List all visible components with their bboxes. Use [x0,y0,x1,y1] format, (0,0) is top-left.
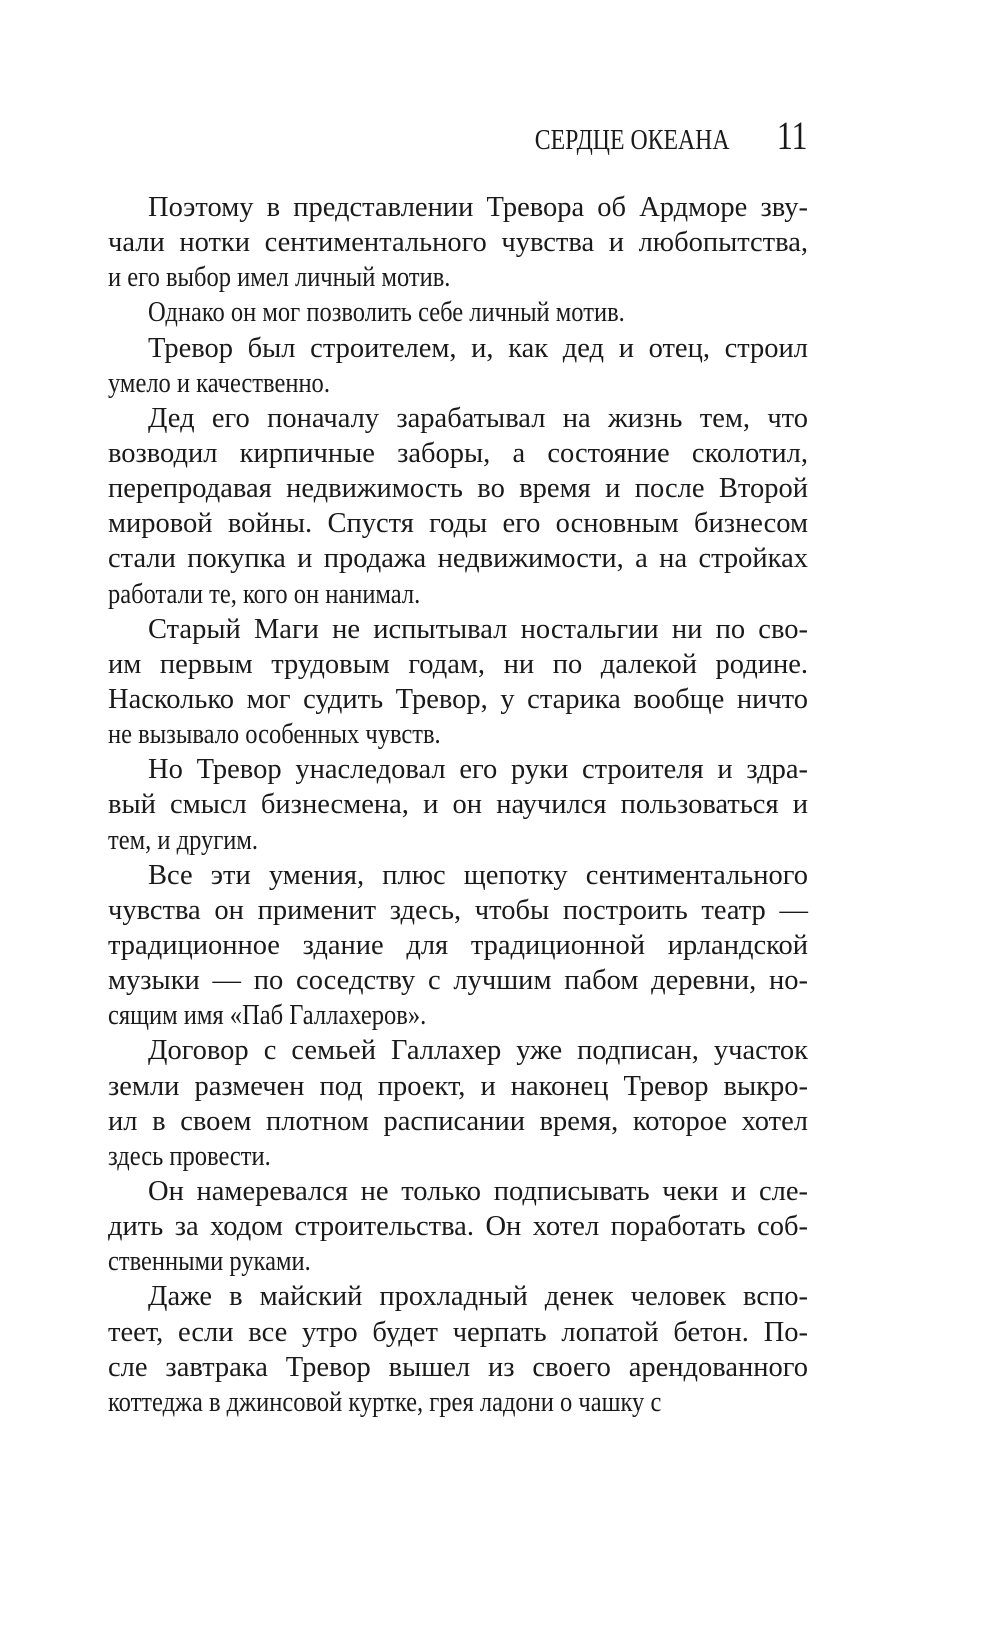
text-line [108,295,808,330]
text-line [108,1279,808,1314]
text-line-content: перепродавая недвижимость во время и после Второй [108,473,809,505]
text-line-content: Тревор был строителем, и, как дед и отец, строил [148,332,809,364]
text-line [108,787,808,822]
paragraph [108,295,808,330]
text-line [108,1033,808,1068]
text-line-content: чали нотки сентиментального чувства и любопытства, [108,227,808,259]
text-line [108,1244,808,1279]
paragraph [108,752,808,857]
text-line [108,1209,808,1244]
text-line-content: музыки — по соседству с лучшим пабом деревни, но- [108,965,809,997]
text-line-content: умело и качественно. [108,367,330,399]
text-line-content: не вызывало особенных чувств. [108,719,441,751]
page-number: 11 [777,113,808,158]
text-line [108,998,808,1033]
text-line-content: теет, если все утро будет черпать лопатой бетон. По- [108,1316,809,1348]
text-line-content: Поэтому в представлении Тревора об Ардморе зву- [148,192,808,223]
paragraph [108,1033,808,1174]
running-title: СЕРДЦЕ ОКЕАНА [534,124,730,156]
text-line [108,823,808,858]
text-line [108,893,808,928]
text-line [108,858,808,893]
body-text [108,190,808,1420]
text-line-content: Все эти умения, плюс щепотку сентиментального [148,859,808,891]
paragraph [108,331,808,401]
text-line [108,1350,808,1385]
text-line [108,963,808,998]
text-line-content: земли размечен под проект, и наконец Тревор выкро- [108,1070,808,1102]
text-line [108,577,808,612]
text-line-content: работали те, кого он нанимал. [108,578,421,610]
text-line-content: традиционное здание для традиционной ирландской [108,929,809,961]
text-line-content: сящим имя «Паб Галлахеров». [108,1000,427,1032]
text-line-content: возводил кирпичные заборы, а состояние сколотил, [108,437,809,469]
text-line [108,331,808,366]
text-line [108,717,808,752]
paragraph [108,190,808,295]
text-line-content: Он намеревался не только подписывать чеки и сле- [148,1175,809,1207]
text-line [108,260,808,295]
text-line [108,1139,808,1174]
text-line-content: Договор с семьей Галлахер уже подписан, участок [148,1035,808,1067]
text-line [108,471,808,506]
text-line-content: Насколько мог судить Тревор, у старика вообще ничто [108,683,809,715]
text-line-content: коттеджа в джинсовой куртке, грея ладони о чашку с [108,1386,662,1418]
text-line [108,1174,808,1209]
text-line-content: Однако он мог позволить себе личный мотив. [148,297,625,329]
text-line-content: и его выбор имел личный мотив. [108,262,451,294]
text-line [108,225,808,260]
paragraph [108,858,808,1034]
text-line [108,436,808,471]
text-line [108,1104,808,1139]
text-line [108,366,808,401]
paragraph [108,612,808,753]
text-line [108,190,808,225]
text-line [108,1069,808,1104]
text-line-content: Старый Маги не испытывал ностальгии ни по сво- [148,613,808,645]
text-line [108,541,808,576]
text-line-content: сле завтрака Тревор вышел из своего арендованного [108,1351,809,1383]
text-line-content: Даже в майский прохладный денек человек вспо- [148,1281,808,1313]
text-line [108,1385,808,1420]
text-line-content: Дед его поначалу зарабатывал на жизнь тем, что [148,402,808,434]
text-line [108,1315,808,1350]
text-line [108,682,808,717]
text-line [108,612,808,647]
text-line-content: дить за ходом строительства. Он хотел поработать соб- [108,1211,809,1243]
text-line-content: Но Тревор унаследовал его руки строителя и здра- [148,754,808,786]
text-line-content: ственными руками. [108,1246,311,1278]
text-line [108,401,808,436]
paragraph [108,1174,808,1279]
text-line-content: им первым трудовым годам, ни по далекой родине. [108,648,808,680]
text-line-content: тем, и другим. [108,824,259,856]
text-line [108,506,808,541]
text-line-content: вый смысл бизнесмена, и он научился пользоваться и [108,789,809,821]
text-line-content: мировой войны. Спустя годы его основным бизнесом [108,508,808,540]
text-line-content: ил в своем плотном расписании время, которое хотел [108,1105,808,1137]
text-line [108,928,808,963]
paragraph [108,401,808,612]
text-line [108,647,808,682]
running-header [492,112,808,160]
text-line-content: здесь провести. [108,1140,271,1172]
text-line [108,752,808,787]
paragraph [108,1279,808,1420]
text-line-content: стали покупка и продажа недвижимости, а на стройках [108,543,809,575]
text-line-content: чувства он применит здесь, чтобы построить театр — [108,894,809,926]
